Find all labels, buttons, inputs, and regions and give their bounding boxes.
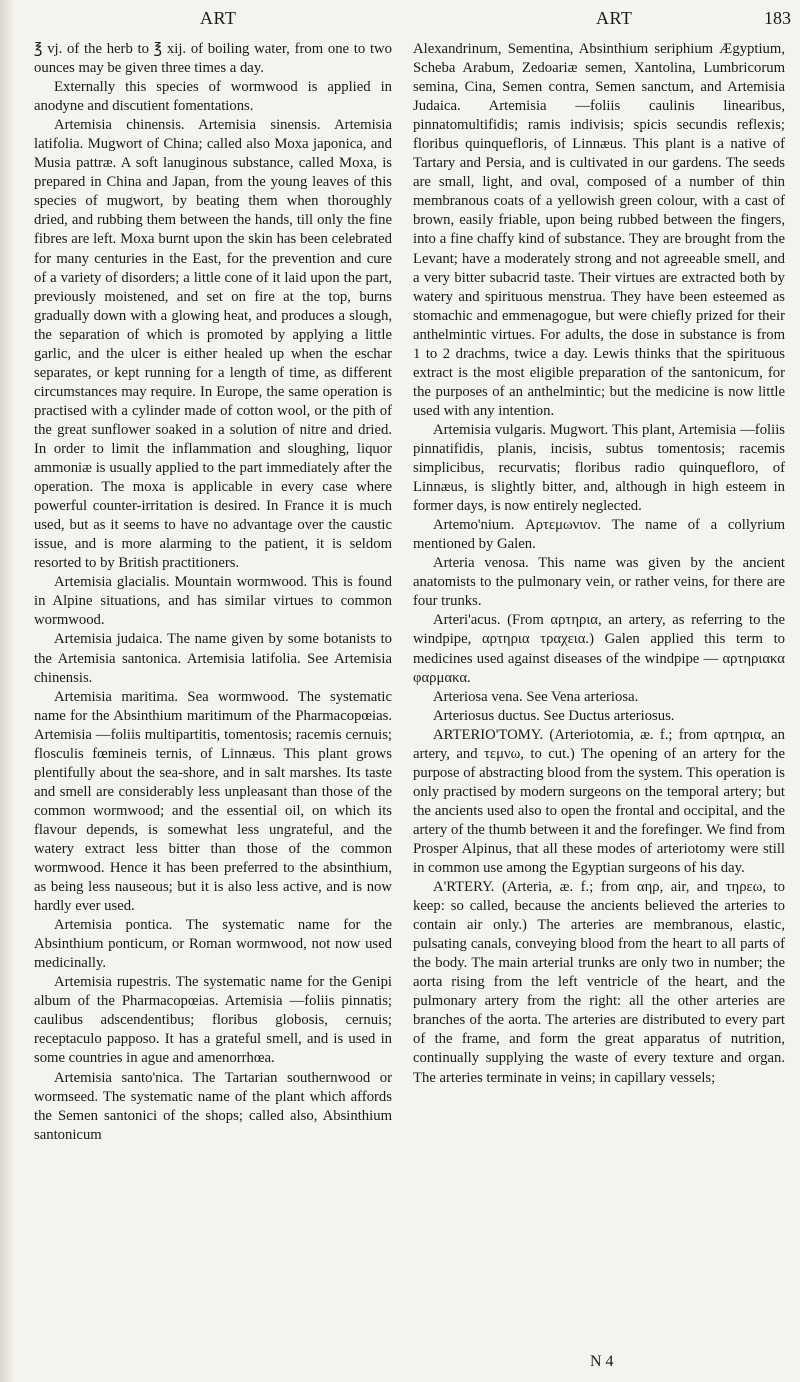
entry-artemisia-rupestris: Artemisia rupestris. The systematic name for the Genipi album of the Pharmacopœias. Artemisia —foliis pinnatis; caulibus adscendentibus; floribus globosis, cernuis; receptaculo papposo. It has a grateful smell, and is used in some countries in ague and amenorrhœa. (34, 974, 392, 1067)
entry-artemisia-pontica: Artemisia pontica. The systematic name for the Absinthium ponticum, or Roman wormwood, not now used medicinally. (34, 917, 392, 972)
signature-mark: N 4 (590, 1353, 614, 1370)
page-number: 183 (764, 8, 791, 28)
right-column (413, 40, 785, 1360)
entry-artemisia-santonica: Artemisia santo'nica. The Tartarian southernwood or wormseed. The systematic name of the plant which affords the Semen santonici of the shops; called also, Absinthium santonicum (34, 1069, 392, 1143)
entry-artery: A'RTERY. (Arteria, æ. f.; from αηρ, air, and τηρεω, to keep: so called, because the ancients believed the arteries to contain air only.) The arteries are membranous, elastic, pulsating canals, conveying blood from the heart to all parts of the body. The main arterial trunks are only two in number; the aorta rising from the left ventricle of the heart, and the pulmonary artery from the right: all the other arteries are branches of the aorta. The arteries are distributed to every part of the frame, and form the great apparatus of nutrition, continually supplying the waste of every texture and organ. The arteries terminate in veins; in capillary vessels; (413, 879, 785, 1086)
entry-arteria-venosa: Arteria venosa. This name was given by the ancient anatomists to the pulmonary vein, or rather veins, for there are four trunks. (413, 555, 785, 610)
paragraph: ℥ vj. of the herb to ℥ xij. of boiling water, from one to two ounces may be given three times a day. (34, 41, 392, 77)
entry-arteriosus-ductus: Arteriosus ductus. See Ductus arteriosus. (433, 707, 675, 724)
entry-arteriotomy: ARTERIO'TOMY. (Arteriotomia, æ. f.; from αρτηρια, an artery, and τεμνω, to cut.) The opening of an artery for the purpose of abstracting blood from the system. This operation is only practised by modern surgeons on the temporal artery; but the ancients used also to open the frontal and occipital, and the artery of the thumb between it and the forefinger. We find from Prosper Alpinus, that all these modes of arteriotomy were still in common use among the Egyptian surgeons of his day. (413, 726, 785, 877)
entry-artemisia-judaica: Artemisia judaica. The name given by some botanists to the Artemisia santonica. Artemisia latifolia. See Artemisia chinensis. (34, 631, 392, 686)
paragraph: Externally this species of wormwood is applied in anodyne and discutient fomentations. (34, 79, 392, 115)
paragraph: Alexandrinum, Sementina, Absinthium seriphium Ægyptium, Scheba Arabum, Zedoariæ semen, Xantolina, Lumbricorum semina, Cina, Semen contra, Semen sanctum, and Artemisia Judaica. Artemisia —foliis caulinis linearibus, pinnatomultifidis; ramis indivisis; spicis secundis reflexis; floribus quinquefloris, of Linnæus. This plant is a native of Tartary and Persia, and is cultivated in our gardens. The seeds are small, light, and oval, composed of a number of thin membranous coats of a yellowish green colour, with a cast of brown, easily friable, upon being rubbed between the fingers, into a fine chaffy kind of substance. They are brought from the Levant; have a moderately strong and not agreeable smell, and a very bitter subacrid taste. Their virtues are extracted both by watery and spirituous menstrua. They have been esteemed as stomachic and emmenagogue, but were chiefly prized for their anthelmintic virtues. For adults, the dose in substance is from 1 to 2 drachms, twice a day. Lewis thinks that the spirituous extract is the most eligible preparation of the santonicum, for the purposes of an anthelmintic; but the medicine is now little used with any intention. (413, 41, 785, 419)
entry-artemisia-maritima: Artemisia maritima. Sea wormwood. The systematic name for the Absinthium maritimum of the Pharmacopœias. Artemisia —foliis multipartitis, tomentosis; racemis cernuis; flosculis fœmineis ternis, of Linnæus. This plant grows plentifully about the sea-shore, and in salt marshes. Its taste and smell are considerably less unpleasant than those of the common wormwood; and the essential oil, on which its flavour depends, is somewhat less ungrateful, and the watery extract less bitter than those of the common wormwood. Hence it has been preferred to the absinthium, as being less nauseous; but it is also less active, and is now hardly ever used. (34, 688, 392, 915)
entry-artemonium: Artemo'nium. Αρτεμωνιον. The name of a collyrium mentioned by Galen. (413, 517, 785, 553)
entry-artemisia-glacialis: Artemisia glacialis. Mountain wormwood. This is found in Alpine situations, and has similar virtues to common wormwood. (34, 574, 392, 629)
entry-arteriacus: Arteri'acus. (From αρτηρια, an artery, as referring to the windpipe, αρτηρια τραχεια.) Galen applied this term to medicines used against diseases of the windpipe — αρτηριακα φαρμακα. (413, 612, 785, 686)
entry-arteriosa-vena: Arteriosa vena. See Vena arteriosa. (433, 688, 639, 705)
entry-artemisia-vulgaris: Artemisia vulgaris. Mugwort. This plant, Artemisia —foliis pinnatifidis, planis, incisis, subtus tomentosis; racemis simplicibus, recurvatis; floribus radio quinquefloro, of Linnæus, is slightly bitter, and, although in high esteem in former days, is now entirely neglected. (413, 421, 785, 515)
entry-artemisia-chinensis: Artemisia chinensis. Artemisia sinensis. Artemisia latifolia. Mugwort of China; called also Moxa japonica, and Musia pattræ. A soft lanuginous substance, called Moxa, is prepared in China and Japan, from the young leaves of this species of mugwort, by beating them when thoroughly dried, and rubbing them between the hands, till only the fine fibres are left. Moxa burnt upon the skin has been celebrated for many centuries in the East, for the prevention and cure of a variety of disorders; a little cone of it laid upon the part, previously moistened, and set on fire at the top, burns gradually down with a glowing heat, and produces a slough, the separation of which is promoted by applying a little garlic, and the ulcer is either healed up when the eschar separates, or kept running for a length of time, as different circumstances may require. In Europe, the same operation is practised with a cylinder made of cotton wool, or the pith of the great sunflower soaked in a solution of nitre and dried. In order to limit the inflammation and sloughing, liquor ammoniæ is usually applied to the part immediately after the operation. The moxa is applicable in every case where powerful counter-irritation is desired. In France it is much used, but as it seems to have no advantage over the caustic issue, and is more alarming to the patient, it is seldom resorted to by British practitioners. (34, 117, 392, 572)
running-head-left: ART (200, 8, 237, 28)
running-head-right: ART (596, 8, 633, 28)
left-column (34, 40, 392, 1360)
page-binding-edge (0, 0, 16, 1382)
